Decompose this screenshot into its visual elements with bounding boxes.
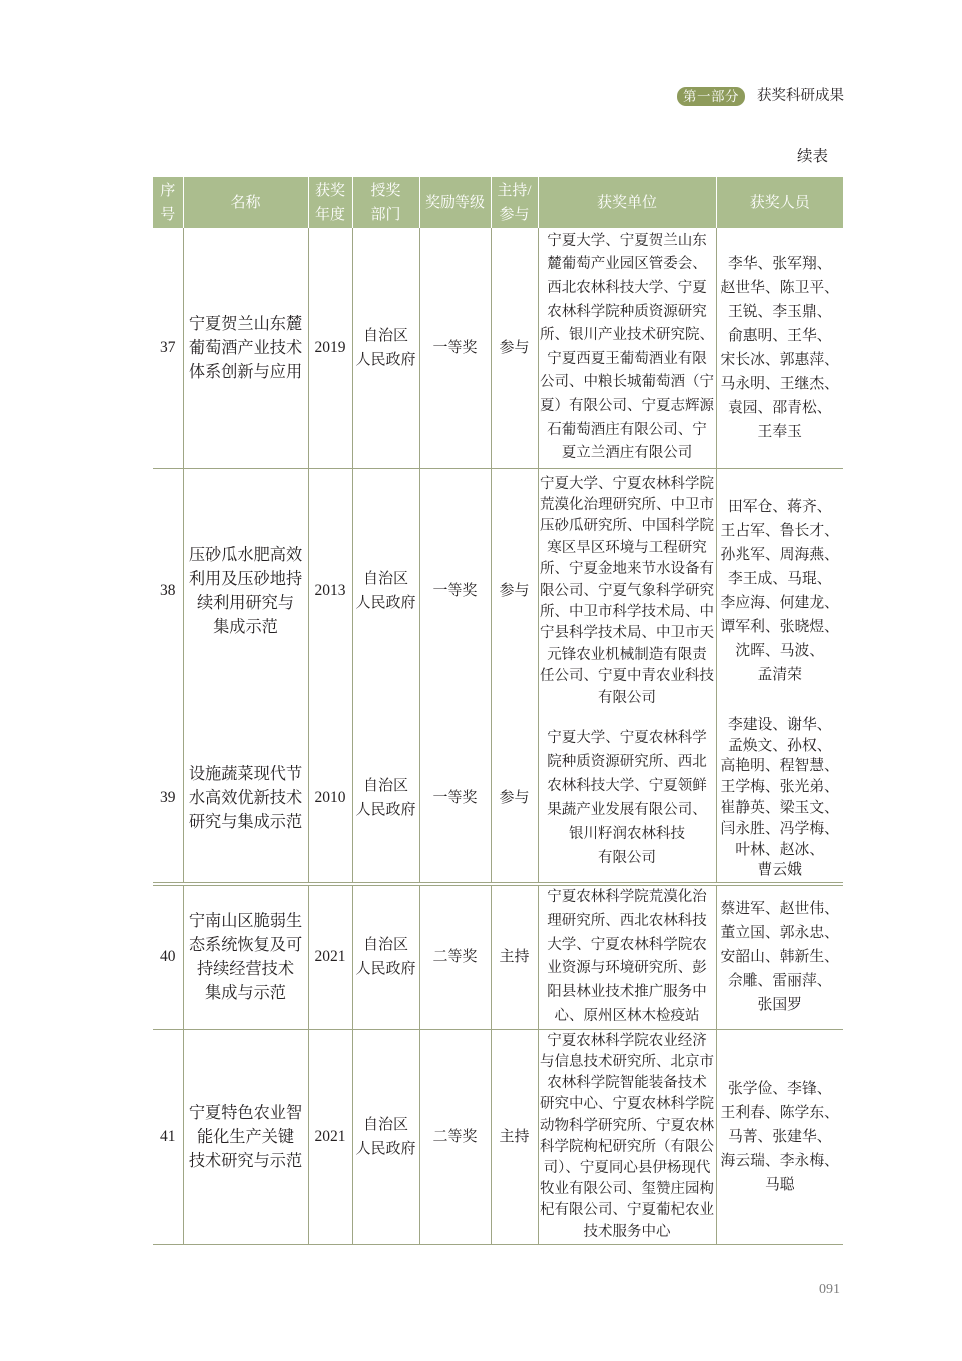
award-person-line: 董立国、郭永忠、 bbox=[720, 925, 839, 942]
award-unit-line: 银川籽润农林科技 bbox=[569, 826, 685, 842]
column-header-line: 主持/ bbox=[497, 182, 532, 199]
table-row bbox=[153, 468, 843, 714]
row-number: 41 bbox=[160, 1127, 176, 1145]
column-header-name bbox=[183, 177, 308, 228]
award-units-cell bbox=[538, 714, 716, 884]
award-person-line: 张学俭、李锋、 bbox=[727, 1080, 832, 1097]
award-person-line: 俞惠明、王华、 bbox=[727, 327, 832, 344]
row-number-cell bbox=[153, 468, 183, 714]
award-person-line: 孟清荣 bbox=[757, 667, 802, 684]
page-number: 091 bbox=[819, 1282, 840, 1297]
award-people-cell bbox=[716, 1029, 843, 1244]
award-person-line: 高艳明、程智慧、 bbox=[720, 758, 839, 775]
award-unit-line: 麓葡萄产业园区管委会、 bbox=[547, 256, 707, 273]
award-unit-line: 理研究所、西北农林科技 bbox=[547, 912, 707, 929]
host-participate-cell bbox=[491, 228, 538, 468]
award-unit-line: 所、银川产业技术研究院、 bbox=[540, 327, 714, 344]
project-name-line: 葡萄酒产业技术 bbox=[188, 338, 303, 357]
award-person-line: 马聪 bbox=[764, 1176, 795, 1193]
award-person-line: 王利春、陈学东、 bbox=[720, 1104, 839, 1121]
project-name-line: 宁南山区脆弱生 bbox=[188, 912, 303, 931]
column-header-line: 年度 bbox=[314, 206, 345, 223]
column-header-people bbox=[716, 177, 843, 228]
award-person-line: 田军仓、蒋齐、 bbox=[727, 499, 832, 516]
award-unit-line: 杞有限公司、宁夏葡杞农业 bbox=[540, 1202, 714, 1219]
project-name-line: 集成与示范 bbox=[205, 984, 286, 1003]
award-unit-line: 宁夏农林科学院农业经济 bbox=[547, 1032, 707, 1049]
column-header-line: 名称 bbox=[230, 194, 261, 211]
award-person-line: 李华、张军翔、 bbox=[727, 255, 832, 272]
award-unit-line: 阳县林业技术推广服务中 bbox=[547, 984, 707, 1001]
project-name-line: 能化生产关键 bbox=[196, 1127, 295, 1146]
awarding-department-cell bbox=[352, 468, 419, 714]
award-units-cell bbox=[538, 1029, 716, 1244]
continued-table-label: 续表 bbox=[797, 148, 829, 165]
award-person-line: 曹云娥 bbox=[757, 862, 802, 879]
award-person-line: 王奉玉 bbox=[757, 423, 802, 440]
table-row bbox=[153, 1029, 843, 1244]
award-person-line: 张国罗 bbox=[757, 997, 802, 1014]
row-number: 37 bbox=[160, 338, 176, 356]
column-header-units bbox=[538, 177, 716, 228]
host-participate-cell bbox=[491, 714, 538, 884]
award-people-cell bbox=[716, 884, 843, 1029]
award-level-cell bbox=[419, 714, 491, 884]
award-unit-line: 有限公司 bbox=[598, 850, 656, 866]
award-unit-line: 任公司、宁夏中青农业科技 bbox=[540, 668, 714, 685]
award-unit-line: 所、宁夏金地来节水设备有 bbox=[540, 561, 714, 578]
project-name-line: 压砂瓜水肥高效 bbox=[188, 546, 303, 565]
project-name-line: 技术研究与示范 bbox=[188, 1151, 303, 1170]
column-header-line: 部门 bbox=[370, 206, 401, 223]
award-unit-line: 研究中心、宁夏农林科学院 bbox=[540, 1096, 714, 1113]
awarding-department-cell bbox=[352, 228, 419, 468]
award-year-cell bbox=[308, 1029, 352, 1244]
column-header-line: 序 bbox=[160, 182, 176, 199]
award-level: 一等奖 bbox=[432, 339, 478, 356]
award-year: 2010 bbox=[314, 789, 346, 806]
project-name-line: 体系创新与应用 bbox=[188, 362, 303, 381]
award-person-line: 马永明、王继杰、 bbox=[720, 375, 839, 392]
project-name-cell bbox=[183, 1029, 308, 1244]
project-name-line: 集成示范 bbox=[213, 618, 278, 637]
host-participate: 参与 bbox=[499, 790, 530, 806]
column-header-line: 号 bbox=[160, 206, 176, 223]
award-level-cell bbox=[419, 228, 491, 468]
award-unit-line: 宁夏西夏王葡萄酒业有限 bbox=[547, 350, 707, 367]
award-person-line: 王学梅、张光弟、 bbox=[720, 779, 839, 796]
host-participate: 主持 bbox=[499, 949, 530, 966]
award-person-line: 李王成、马琨、 bbox=[727, 571, 832, 588]
award-unit-line: 与信息技术研究所、北京市 bbox=[540, 1053, 714, 1070]
awarding-department-line: 自治区 bbox=[362, 1116, 408, 1133]
awarding-department-line: 人民政府 bbox=[355, 802, 416, 818]
award-unit-line: 宁夏大学、宁夏农林科学院 bbox=[540, 475, 714, 492]
award-unit-line: 限公司、宁夏气象科学研究 bbox=[540, 582, 714, 599]
column-header-line: 授奖 bbox=[370, 182, 401, 199]
award-person-line: 海云瑞、李永梅、 bbox=[720, 1152, 839, 1169]
award-year-cell bbox=[308, 468, 352, 714]
awarding-department-line: 自治区 bbox=[362, 571, 408, 588]
award-level: 二等奖 bbox=[432, 949, 478, 966]
award-person-line: 王占军、鲁长才、 bbox=[720, 523, 839, 540]
table-body bbox=[153, 228, 843, 1244]
project-name-cell bbox=[183, 714, 308, 884]
award-unit-line: 有限公司 bbox=[598, 689, 656, 706]
award-unit-line: 大学、宁夏农林科学院农 bbox=[547, 936, 707, 953]
column-header-seq bbox=[153, 177, 183, 228]
award-unit-line: 所、中卫市科学技术局、中 bbox=[540, 603, 714, 620]
award-level: 一等奖 bbox=[432, 583, 478, 600]
award-unit-line: 心、原州区林木检疫站 bbox=[554, 1007, 700, 1024]
project-name-line: 利用及压砂地持 bbox=[188, 570, 303, 589]
table-header bbox=[153, 177, 843, 228]
award-unit-line: 石葡萄酒庄有限公司、宁 bbox=[547, 421, 707, 438]
award-unit-line: 夏）有限公司、宁夏志辉源 bbox=[540, 397, 714, 414]
column-header-level bbox=[419, 177, 491, 228]
award-unit-line: 业资源与环境研究所、彭 bbox=[547, 960, 707, 977]
section-title: 获奖科研成果 bbox=[757, 88, 844, 104]
awarding-department-line: 自治区 bbox=[362, 937, 408, 954]
awarding-department-line: 人民政府 bbox=[355, 595, 416, 612]
host-participate: 参与 bbox=[499, 583, 530, 600]
host-participate-cell bbox=[491, 1029, 538, 1244]
award-person-line: 李应海、何建龙、 bbox=[720, 595, 839, 612]
award-unit-line: 技术服务中心 bbox=[583, 1223, 671, 1240]
project-name-line: 态系统恢复及可 bbox=[188, 936, 303, 955]
column-header-line: 获奖单位 bbox=[596, 194, 657, 211]
award-person-line: 李建设、谢华、 bbox=[727, 716, 832, 733]
table-row bbox=[153, 228, 843, 468]
row-number-cell bbox=[153, 714, 183, 884]
award-unit-line: 宁夏大学、宁夏贺兰山东 bbox=[547, 232, 707, 249]
award-year: 2013 bbox=[314, 582, 346, 600]
award-person-line: 佘雕、雷丽萍、 bbox=[727, 973, 832, 990]
host-participate-cell bbox=[491, 884, 538, 1029]
column-header-department bbox=[352, 177, 419, 228]
column-header-year bbox=[308, 177, 352, 228]
award-unit-line: 公司、中粮长城葡萄酒（宁 bbox=[540, 374, 714, 391]
award-people-cell bbox=[716, 228, 843, 468]
award-units-cell bbox=[538, 468, 716, 714]
awarding-department-cell bbox=[352, 1029, 419, 1244]
award-unit-line: 夏立兰酒庄有限公司 bbox=[561, 445, 693, 462]
row-number: 40 bbox=[160, 948, 176, 966]
project-name-line: 持续经营技术 bbox=[196, 960, 295, 979]
award-person-line: 王锐、李玉鼎、 bbox=[727, 303, 832, 320]
column-header-role bbox=[491, 177, 538, 228]
award-unit-line: 果蔬产业发展有限公司、 bbox=[547, 802, 707, 818]
award-unit-line: 农林科学院智能装备技术 bbox=[547, 1075, 707, 1092]
award-unit-line: 压砂瓜研究所、中国科学院 bbox=[540, 518, 714, 535]
row-number: 38 bbox=[160, 582, 176, 600]
award-table bbox=[153, 177, 843, 1245]
award-person-line: 孟焕文、孙权、 bbox=[727, 737, 832, 754]
award-person-line: 宋长冰、郭惠萍、 bbox=[720, 351, 839, 368]
awarding-department-cell bbox=[352, 714, 419, 884]
award-level-cell bbox=[419, 468, 491, 714]
award-unit-line: 农林科学院种质资源研究 bbox=[547, 303, 707, 320]
host-participate: 主持 bbox=[499, 1128, 530, 1145]
project-name-line: 水高效优新技术 bbox=[188, 789, 303, 807]
table-row bbox=[153, 714, 843, 884]
award-year: 2021 bbox=[314, 1127, 346, 1145]
award-unit-line: 元锋农业机械制造有限责 bbox=[547, 646, 707, 663]
award-level-cell bbox=[419, 1029, 491, 1244]
award-person-line: 安韶山、韩新生、 bbox=[720, 949, 839, 966]
award-year: 2019 bbox=[314, 338, 346, 356]
column-header-line: 参与 bbox=[499, 206, 530, 223]
award-people-cell bbox=[716, 468, 843, 714]
project-name-cell bbox=[183, 884, 308, 1029]
award-level-cell bbox=[419, 884, 491, 1029]
awarding-department-line: 人民政府 bbox=[355, 351, 416, 368]
award-unit-line: 宁县科学技术局、中卫市天 bbox=[540, 625, 714, 642]
award-person-line: 谭军利、张晓煜、 bbox=[720, 619, 839, 636]
project-name-line: 设施蔬菜现代节 bbox=[188, 765, 303, 783]
award-unit-line: 宁夏农林科学院荒漠化治 bbox=[547, 889, 707, 905]
award-unit-line: 科学院枸杞研究所（有限公 bbox=[540, 1138, 714, 1155]
column-header-line: 奖励等级 bbox=[424, 194, 485, 211]
award-unit-line: 司）、宁夏同心县伊杨现代 bbox=[543, 1159, 711, 1176]
award-unit-line: 宁夏大学、宁夏农林科学 bbox=[547, 730, 707, 746]
table-row bbox=[153, 884, 843, 1029]
award-unit-line: 院种质资源研究所、西北 bbox=[547, 754, 707, 770]
row-number: 39 bbox=[160, 789, 176, 806]
award-level: 二等奖 bbox=[432, 1128, 478, 1145]
award-unit-line: 西北农林科技大学、宁夏 bbox=[547, 279, 707, 296]
project-name-line: 研究与集成示范 bbox=[188, 813, 303, 831]
award-unit-line: 农林科技大学、宁夏领鲜 bbox=[547, 778, 707, 794]
award-person-line: 沈晖、马波、 bbox=[735, 643, 825, 660]
project-name-line: 续利用研究与 bbox=[196, 594, 295, 613]
awarding-department-cell bbox=[352, 884, 419, 1029]
award-unit-line: 牧业有限公司、玺赞庄园枸 bbox=[540, 1181, 714, 1198]
award-year-cell bbox=[308, 714, 352, 884]
project-name-line: 宁夏贺兰山东麓 bbox=[188, 314, 303, 333]
award-unit-line: 动物科学研究所、宁夏农林 bbox=[540, 1117, 714, 1134]
award-person-line: 孙兆军、周海燕、 bbox=[720, 547, 839, 564]
column-header-line: 获奖 bbox=[314, 182, 345, 199]
award-units-cell bbox=[538, 884, 716, 1029]
awarding-department-line: 自治区 bbox=[362, 327, 408, 344]
awarding-department-line: 人民政府 bbox=[355, 961, 416, 978]
award-person-line: 崔静英、梁玉文、 bbox=[720, 800, 839, 816]
award-unit-line: 荒漠化治理研究所、中卫市 bbox=[540, 496, 714, 513]
host-participate: 参与 bbox=[499, 339, 530, 356]
award-year: 2021 bbox=[314, 948, 346, 966]
award-level: 一等奖 bbox=[432, 790, 478, 806]
project-name-cell bbox=[183, 228, 308, 468]
award-person-line: 马菁、张建华、 bbox=[727, 1128, 832, 1145]
project-name-line: 宁夏特色农业智 bbox=[188, 1103, 303, 1122]
award-person-line: 叶林、赵冰、 bbox=[735, 841, 825, 858]
award-people-cell bbox=[716, 714, 843, 884]
award-person-line: 闫永胜、冯学梅、 bbox=[720, 820, 839, 837]
host-participate-cell bbox=[491, 468, 538, 714]
award-units-cell bbox=[538, 228, 716, 468]
award-person-line: 蔡进军、赵世伟、 bbox=[720, 901, 839, 918]
award-year-cell bbox=[308, 884, 352, 1029]
award-unit-line: 寒区旱区环境与工程研究 bbox=[547, 539, 707, 556]
row-number-cell bbox=[153, 884, 183, 1029]
project-name-cell bbox=[183, 468, 308, 714]
table-header-row bbox=[153, 177, 843, 228]
award-year-cell bbox=[308, 228, 352, 468]
awarding-department-line: 自治区 bbox=[362, 778, 408, 794]
part-badge: 第一部分 bbox=[677, 87, 745, 106]
awarding-department-line: 人民政府 bbox=[355, 1140, 416, 1157]
column-header-line: 获奖人员 bbox=[749, 194, 810, 211]
award-person-line: 袁园、邵青松、 bbox=[727, 399, 832, 416]
award-person-line: 赵世华、陈卫平、 bbox=[720, 279, 839, 296]
row-number-cell bbox=[153, 1029, 183, 1244]
row-number-cell bbox=[153, 228, 183, 468]
